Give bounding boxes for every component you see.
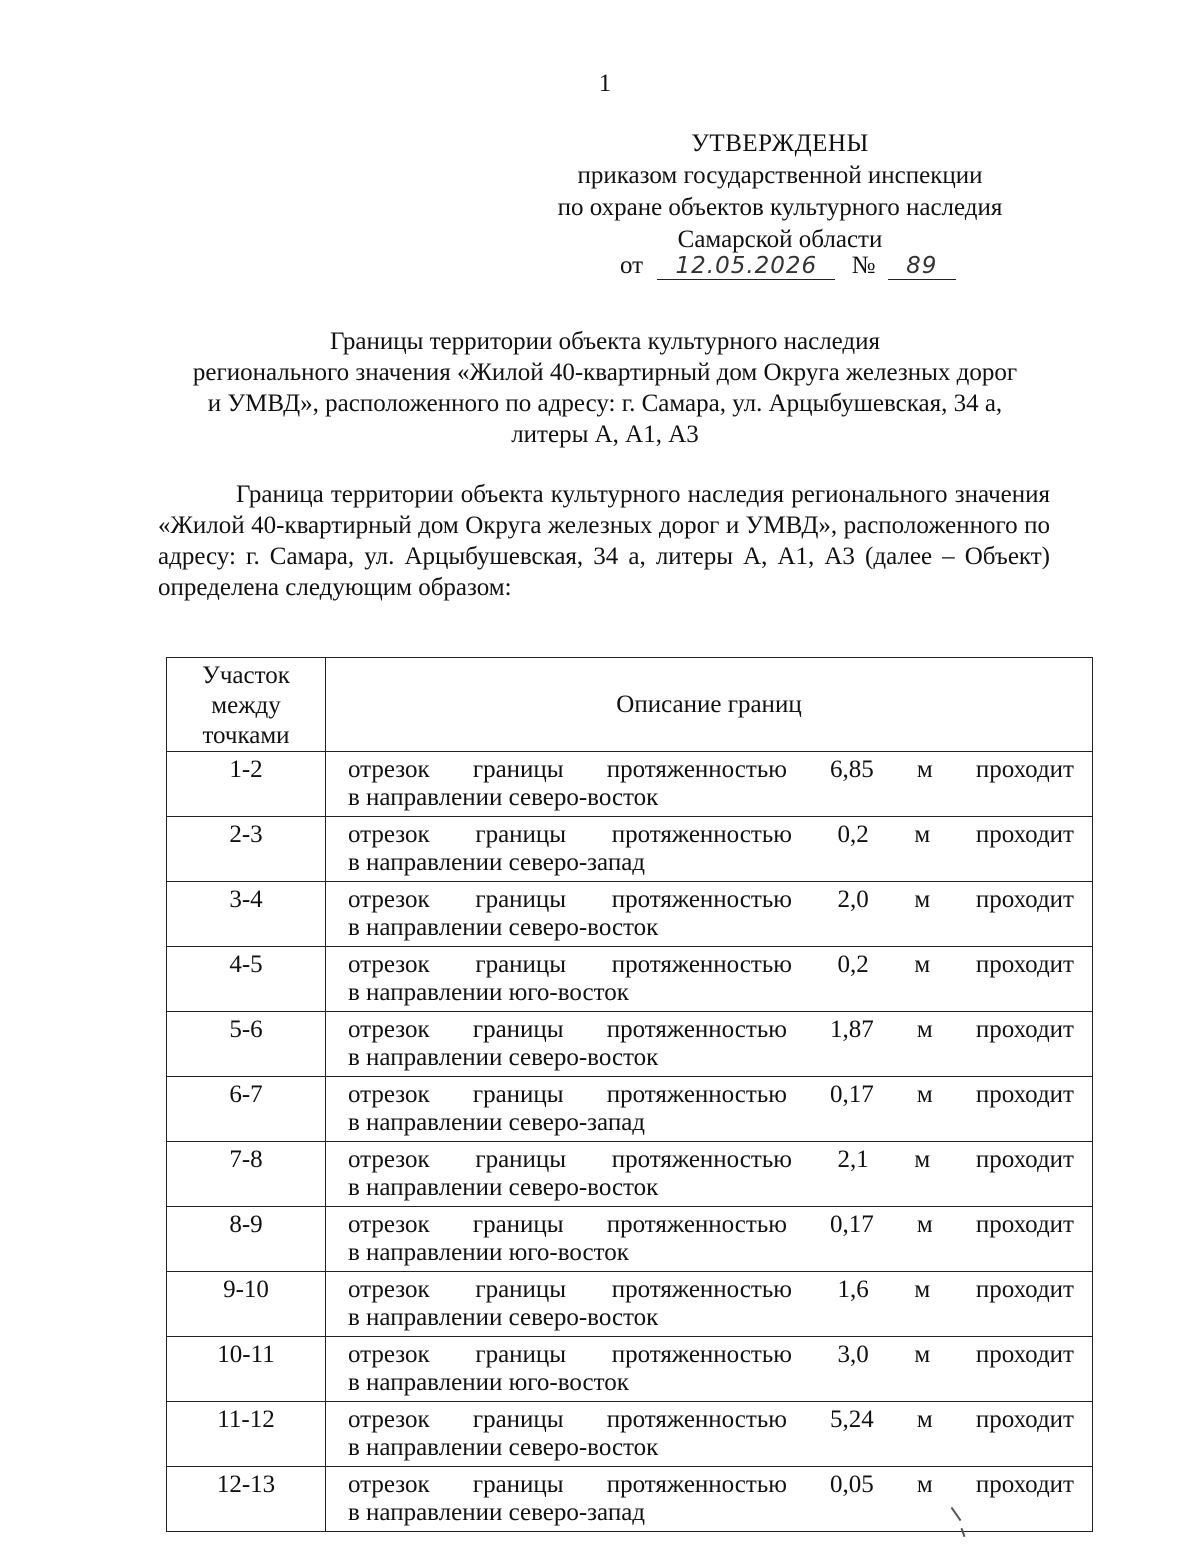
length-value: 1,6: [837, 1276, 869, 1303]
word-segment: отрезок: [348, 886, 430, 913]
word-unit: м: [916, 1471, 933, 1498]
description-line-1: [348, 821, 1074, 849]
word-length: протяженностью: [606, 1016, 787, 1043]
length-value: 0,2: [837, 951, 869, 978]
word-passes: проходит: [975, 1016, 1074, 1043]
description-cell: [326, 1402, 1093, 1467]
header-segment-line: точками: [202, 722, 290, 749]
direction-text: в направлении северо-запад: [348, 849, 646, 876]
table-row: [167, 1207, 1093, 1272]
word-boundary: границы: [475, 1146, 567, 1173]
word-length: протяженностью: [611, 886, 792, 913]
word-boundary: границы: [472, 1471, 564, 1498]
segment-cell: 4-5: [167, 947, 326, 1012]
word-unit: м: [916, 1211, 933, 1238]
title-line: литеры А, А1, А3: [511, 421, 699, 448]
length-value: 2,1: [837, 1146, 869, 1173]
word-length: протяженностью: [606, 1406, 787, 1433]
word-unit: м: [916, 756, 933, 783]
segment-cell: 6-7: [167, 1077, 326, 1142]
description-cell: [326, 1077, 1093, 1142]
direction-text: в направлении юго-восток: [348, 1239, 629, 1266]
description-cell: [326, 882, 1093, 947]
header-segment-line: Участок: [202, 662, 290, 689]
direction-text: в направлении северо-запад: [348, 1499, 646, 1526]
table-row: [167, 1272, 1093, 1337]
word-boundary: границы: [472, 1406, 564, 1433]
word-length: протяженностью: [611, 1341, 792, 1368]
table-row: [167, 817, 1093, 882]
word-unit: м: [914, 1341, 931, 1368]
word-segment: отрезок: [348, 756, 430, 783]
title-line: регионального значения «Жилой 40-квартирный дом Округа железных дорог: [192, 359, 1018, 386]
description-cell: [326, 1337, 1093, 1402]
length-value: 3,0: [837, 1341, 869, 1368]
word-passes: проходит: [975, 1276, 1074, 1303]
handwritten-number: 89: [888, 253, 956, 280]
description-line-1: [348, 886, 1074, 914]
word-boundary: границы: [472, 1081, 564, 1108]
header-segment-line: между: [211, 692, 281, 719]
description-cell: [326, 1012, 1093, 1077]
description-cell: [326, 947, 1093, 1012]
title-line: Границы территории объекта культурного наследия: [329, 328, 881, 355]
word-unit: м: [916, 1081, 933, 1108]
word-segment: отрезок: [348, 1081, 430, 1108]
length-value: 1,87: [830, 1016, 874, 1043]
length-value: 6,85: [830, 756, 874, 783]
word-length: протяженностью: [611, 821, 792, 848]
word-boundary: границы: [475, 821, 567, 848]
approval-block: [520, 128, 1040, 256]
word-passes: проходит: [975, 951, 1074, 978]
table-row: [167, 1402, 1093, 1467]
word-segment: отрезок: [348, 1471, 430, 1498]
direction-text: в направлении северо-восток: [348, 1044, 659, 1071]
table-header-row: [167, 658, 1093, 752]
word-length: протяженностью: [606, 1081, 787, 1108]
word-passes: проходит: [975, 1146, 1074, 1173]
direction-text: в направлении северо-восток: [348, 1434, 659, 1461]
segment-cell: 12-13: [167, 1467, 326, 1532]
description-line-1: [348, 1406, 1074, 1434]
page-number: 1: [598, 70, 612, 97]
description-cell: [326, 1272, 1093, 1337]
word-segment: отрезок: [348, 1276, 430, 1303]
length-value: 0,05: [830, 1471, 874, 1498]
word-unit: м: [914, 951, 931, 978]
description-line-1: [348, 1471, 1074, 1499]
segment-cell: 11-12: [167, 1402, 326, 1467]
word-segment: отрезок: [348, 1341, 430, 1368]
approval-line: Самарской области: [677, 226, 883, 253]
intro-paragraph: Граница территории объекта культурного наследия регионального значения «Жилой 40-квартирный дом Округа железных дорог и УМВД», расположенного по адресу: г. Самара, ул. Арцыбушевская, 34 а, литеры А, А1, А3 (далее – Объект) определена следующим образом:: [158, 481, 1050, 601]
word-boundary: границы: [475, 951, 567, 978]
word-boundary: границы: [475, 886, 567, 913]
word-passes: проходит: [975, 1406, 1074, 1433]
description-cell: [326, 1142, 1093, 1207]
description-cell: [326, 752, 1093, 817]
word-segment: отрезок: [348, 1406, 430, 1433]
description-line-1: [348, 1146, 1074, 1174]
segment-cell: 9-10: [167, 1272, 326, 1337]
length-value: 0,17: [830, 1081, 874, 1108]
description-line-1: [348, 1081, 1074, 1109]
length-value: 0,17: [830, 1211, 874, 1238]
description-line-1: [348, 1341, 1074, 1369]
word-passes: проходит: [975, 1341, 1074, 1368]
table-row: [167, 1012, 1093, 1077]
word-unit: м: [914, 886, 931, 913]
number-sign: №: [851, 252, 876, 279]
title-line: и УМВД», расположенного по адресу: г. Самара, ул. Арцыбушевская, 34 а,: [207, 390, 1003, 417]
segment-cell: 3-4: [167, 882, 326, 947]
word-boundary: границы: [472, 1211, 564, 1238]
word-segment: отрезок: [348, 1211, 430, 1238]
word-unit: м: [914, 821, 931, 848]
description-line-1: [348, 951, 1074, 979]
handwritten-date: 12.05.2026: [657, 253, 835, 280]
approval-line: приказом государственной инспекции: [577, 162, 983, 189]
description-line-1: [348, 1016, 1074, 1044]
direction-text: в направлении юго-восток: [348, 979, 629, 1006]
word-length: протяженностью: [606, 1211, 787, 1238]
direction-text: в направлении северо-восток: [348, 914, 659, 941]
word-length: протяженностью: [606, 756, 787, 783]
description-cell: [326, 1467, 1093, 1532]
word-unit: м: [914, 1146, 931, 1173]
document-title: [150, 326, 1060, 450]
segment-cell: 10-11: [167, 1337, 326, 1402]
word-segment: отрезок: [348, 1016, 430, 1043]
word-passes: проходит: [975, 886, 1074, 913]
description-cell: [326, 1207, 1093, 1272]
table-row: [167, 1467, 1093, 1532]
word-length: протяженностью: [611, 951, 792, 978]
approval-heading: УТВЕРЖДЕНЫ: [691, 130, 869, 157]
word-segment: отрезок: [348, 951, 430, 978]
table-row: [167, 1142, 1093, 1207]
length-value: 5,24: [830, 1406, 874, 1433]
direction-text: в направлении северо-запад: [348, 1109, 646, 1136]
segment-cell: 2-3: [167, 817, 326, 882]
word-passes: проходит: [975, 1471, 1074, 1498]
direction-text: в направлении юго-восток: [348, 1369, 629, 1396]
word-length: протяженностью: [606, 1471, 787, 1498]
word-unit: м: [916, 1016, 933, 1043]
word-segment: отрезок: [348, 1146, 430, 1173]
word-passes: проходит: [975, 1081, 1074, 1108]
word-boundary: границы: [472, 756, 564, 783]
word-segment: отрезок: [348, 821, 430, 848]
word-boundary: границы: [472, 1016, 564, 1043]
direction-text: в направлении северо-восток: [348, 1174, 659, 1201]
word-passes: проходит: [975, 1211, 1074, 1238]
table-row: [167, 752, 1093, 817]
description-line-1: [348, 1211, 1074, 1239]
description-cell: [326, 817, 1093, 882]
table-row: [167, 1337, 1093, 1402]
table-row: [167, 947, 1093, 1012]
word-unit: м: [916, 1406, 933, 1433]
word-passes: проходит: [975, 821, 1074, 848]
direction-text: в направлении северо-восток: [348, 784, 659, 811]
word-length: протяженностью: [611, 1276, 792, 1303]
table-row: [167, 882, 1093, 947]
word-boundary: границы: [475, 1276, 567, 1303]
segment-cell: 5-6: [167, 1012, 326, 1077]
header-segment-cell: [167, 658, 326, 752]
length-value: 0,2: [837, 821, 869, 848]
segment-cell: 1-2: [167, 752, 326, 817]
approval-line: по охране объектов культурного наследия: [557, 194, 1003, 221]
word-unit: м: [914, 1276, 931, 1303]
header-description-cell: Описание границ: [326, 658, 1093, 752]
order-date-number: [620, 252, 956, 286]
from-label: от: [620, 252, 644, 279]
boundaries-table: [166, 657, 1093, 1532]
description-line-1: [348, 1276, 1074, 1304]
segment-cell: 8-9: [167, 1207, 326, 1272]
length-value: 2,0: [837, 886, 869, 913]
segment-cell: 7-8: [167, 1142, 326, 1207]
word-length: протяженностью: [611, 1146, 792, 1173]
description-line-1: [348, 756, 1074, 784]
word-passes: проходит: [975, 756, 1074, 783]
table-row: [167, 1077, 1093, 1142]
word-boundary: границы: [475, 1341, 567, 1368]
direction-text: в направлении северо-восток: [348, 1304, 659, 1331]
